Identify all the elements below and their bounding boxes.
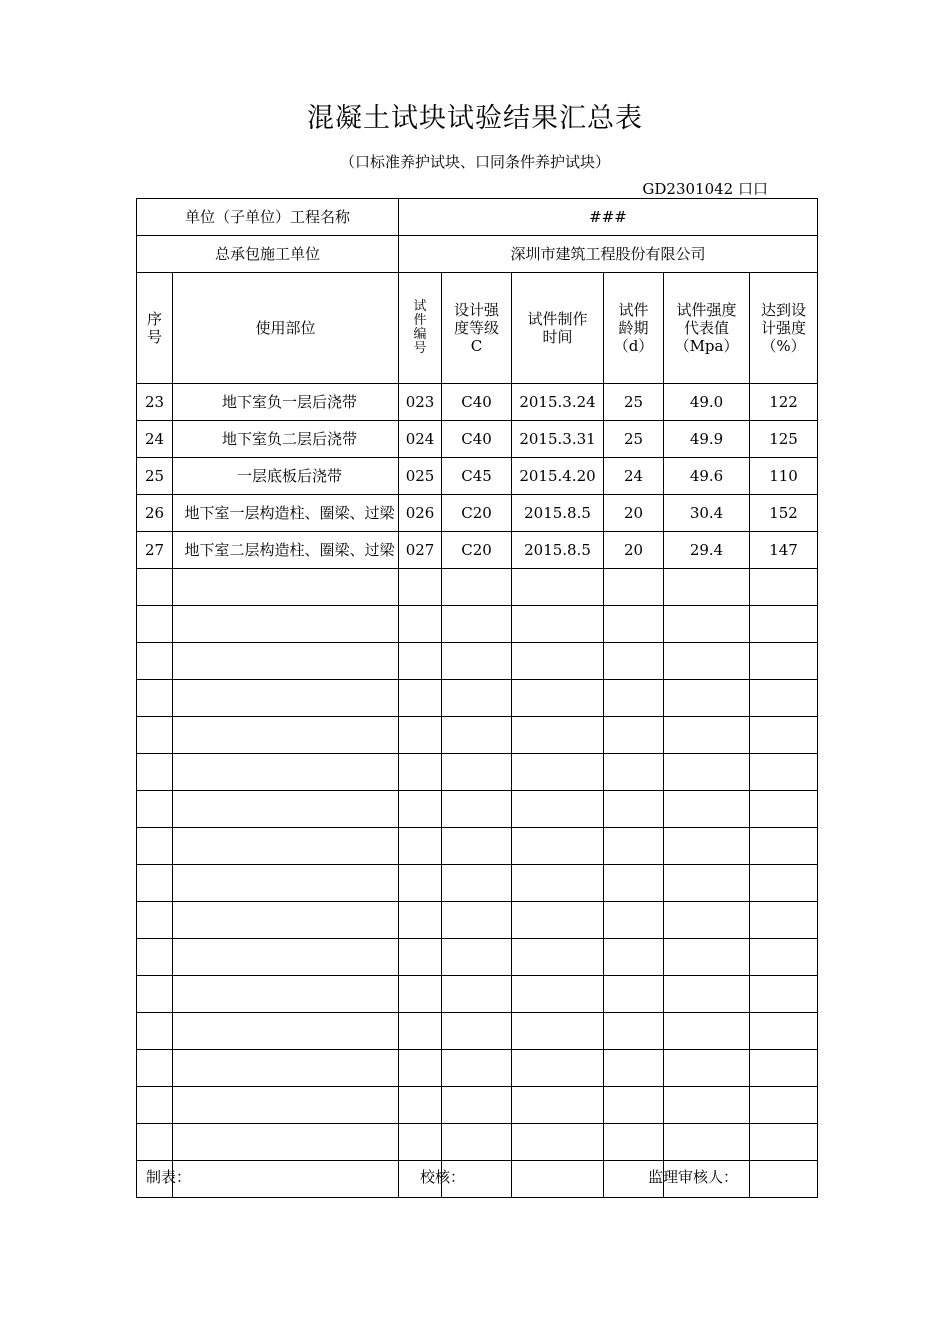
empty-table-row: [137, 791, 818, 828]
empty-cell-strength: [664, 643, 750, 680]
empty-cell-part: [173, 939, 399, 976]
empty-cell-seq: [137, 939, 173, 976]
empty-cell-date: [512, 754, 604, 791]
table-row: [137, 384, 818, 421]
cell-date: 2015.3.31: [512, 421, 604, 458]
cell-grade: C20: [442, 495, 512, 532]
empty-table-row: [137, 976, 818, 1013]
empty-cell-ratio: [750, 976, 818, 1013]
empty-cell-age: [604, 1013, 664, 1050]
empty-cell-seq: [137, 754, 173, 791]
empty-cell-grade: [442, 717, 512, 754]
empty-cell-grade: [442, 680, 512, 717]
header-part: 使用部位: [173, 273, 399, 384]
empty-table-row: [137, 717, 818, 754]
empty-cell-ratio: [750, 1124, 818, 1161]
cell-grade: C40: [442, 384, 512, 421]
empty-cell-part: [173, 754, 399, 791]
empty-cell-date: [512, 717, 604, 754]
empty-cell-part: [173, 643, 399, 680]
empty-cell-ratio: [750, 680, 818, 717]
empty-cell-strength: [664, 976, 750, 1013]
empty-cell-part: [173, 680, 399, 717]
empty-cell-ratio: [750, 1087, 818, 1124]
empty-cell-part: [173, 865, 399, 902]
empty-cell-part: [173, 902, 399, 939]
empty-table-row: [137, 569, 818, 606]
empty-cell-date: [512, 680, 604, 717]
cell-grade: C20: [442, 532, 512, 569]
empty-table-row: [137, 606, 818, 643]
cell-age: 25: [604, 384, 664, 421]
empty-cell-strength: [664, 1013, 750, 1050]
empty-cell-strength: [664, 902, 750, 939]
column-header-row: [137, 273, 818, 384]
cell-strength: 49.0: [664, 384, 750, 421]
empty-cell-no: [399, 643, 442, 680]
empty-cell-seq: [137, 1124, 173, 1161]
empty-cell-seq: [137, 643, 173, 680]
empty-cell-strength: [664, 939, 750, 976]
empty-cell-part: [173, 717, 399, 754]
table-row: [137, 495, 818, 532]
empty-cell-part: [173, 1087, 399, 1124]
empty-cell-grade: [442, 1013, 512, 1050]
cell-seq: 26: [137, 495, 173, 532]
empty-cell-grade: [442, 1050, 512, 1087]
empty-table-row: [137, 939, 818, 976]
cell-seq: 23: [137, 384, 173, 421]
empty-cell-part: [173, 606, 399, 643]
empty-table-row: [137, 680, 818, 717]
empty-cell-seq: [137, 717, 173, 754]
cell-strength: 30.4: [664, 495, 750, 532]
empty-cell-date: [512, 643, 604, 680]
cell-seq: 24: [137, 421, 173, 458]
cell-age: 20: [604, 532, 664, 569]
empty-cell-part: [173, 828, 399, 865]
empty-cell-seq: [137, 902, 173, 939]
empty-cell-part: [173, 791, 399, 828]
cell-strength: 49.9: [664, 421, 750, 458]
empty-cell-ratio: [750, 902, 818, 939]
empty-cell-grade: [442, 1087, 512, 1124]
empty-table-row: [137, 902, 818, 939]
cell-age: 25: [604, 421, 664, 458]
cell-ratio: 122: [750, 384, 818, 421]
empty-cell-grade: [442, 828, 512, 865]
empty-cell-strength: [664, 791, 750, 828]
empty-cell-grade: [442, 754, 512, 791]
cell-part: 地下室二层构造柱、圈梁、过梁: [173, 532, 399, 569]
empty-cell-age: [604, 976, 664, 1013]
empty-cell-strength: [664, 828, 750, 865]
empty-table-row: [137, 1087, 818, 1124]
empty-cell-seq: [137, 569, 173, 606]
empty-cell-no: [399, 569, 442, 606]
empty-cell-no: [399, 976, 442, 1013]
empty-cell-seq: [137, 865, 173, 902]
document-code: GD2301042 口口: [642, 180, 768, 198]
empty-table-row: [137, 643, 818, 680]
page-title: 混凝土试块试验结果汇总表: [307, 103, 643, 134]
empty-cell-seq: [137, 1013, 173, 1050]
empty-cell-age: [604, 902, 664, 939]
cell-seq: 25: [137, 458, 173, 495]
supervisor-label: 监理审核人：: [648, 1168, 739, 1186]
empty-cell-ratio: [750, 717, 818, 754]
cell-part: 地下室一层构造柱、圈梁、过梁: [173, 495, 399, 532]
table-row: [137, 532, 818, 569]
empty-cell-grade: [442, 976, 512, 1013]
empty-cell-no: [399, 1013, 442, 1050]
empty-cell-age: [604, 717, 664, 754]
cell-part: 地下室负一层后浇带: [173, 384, 399, 421]
cell-date: 2015.8.5: [512, 532, 604, 569]
cell-part: 一层底板后浇带: [173, 458, 399, 495]
empty-cell-age: [604, 754, 664, 791]
cell-no: 023: [399, 384, 442, 421]
project-label: 单位（子单位）工程名称: [137, 199, 399, 236]
empty-cell-part: [173, 1050, 399, 1087]
empty-cell-grade: [442, 1124, 512, 1161]
empty-cell-date: [512, 828, 604, 865]
empty-cell-grade: [442, 569, 512, 606]
empty-cell-ratio: [750, 606, 818, 643]
empty-cell-age: [604, 1124, 664, 1161]
empty-cell-grade: [442, 791, 512, 828]
empty-cell-grade: [442, 606, 512, 643]
empty-table-row: [137, 1050, 818, 1087]
empty-cell-part: [173, 976, 399, 1013]
empty-cell-age: [604, 828, 664, 865]
header-seq: 序 号: [137, 273, 173, 384]
cell-grade: C45: [442, 458, 512, 495]
empty-cell-ratio: [750, 828, 818, 865]
empty-cell-no: [399, 606, 442, 643]
empty-cell-strength: [664, 606, 750, 643]
cell-no: 027: [399, 532, 442, 569]
empty-cell-date: [512, 1087, 604, 1124]
table-row: [137, 458, 818, 495]
empty-cell-no: [399, 791, 442, 828]
cell-age: 24: [604, 458, 664, 495]
results-table: [136, 198, 818, 1198]
empty-cell-age: [604, 643, 664, 680]
empty-cell-ratio: [750, 1161, 818, 1198]
empty-table-row: [137, 1124, 818, 1161]
cell-no: 024: [399, 421, 442, 458]
header-strength: 试件强度 代表值 （Mpa）: [664, 273, 750, 384]
empty-cell-seq: [137, 1087, 173, 1124]
empty-table-row: [137, 828, 818, 865]
empty-cell-date: [512, 1161, 604, 1198]
empty-cell-age: [604, 865, 664, 902]
cell-ratio: 125: [750, 421, 818, 458]
project-row: [137, 199, 818, 236]
contractor-label: 总承包施工单位: [137, 236, 399, 273]
empty-cell-strength: [664, 717, 750, 754]
empty-cell-date: [512, 791, 604, 828]
cell-grade: C40: [442, 421, 512, 458]
cell-no: 025: [399, 458, 442, 495]
cell-ratio: 152: [750, 495, 818, 532]
empty-cell-grade: [442, 939, 512, 976]
empty-cell-date: [512, 1050, 604, 1087]
empty-cell-ratio: [750, 1013, 818, 1050]
cell-strength: 29.4: [664, 532, 750, 569]
empty-cell-strength: [664, 754, 750, 791]
empty-cell-ratio: [750, 643, 818, 680]
contractor-value: 深圳市建筑工程股份有限公司: [399, 236, 818, 273]
empty-cell-ratio: [750, 1050, 818, 1087]
empty-cell-no: [399, 754, 442, 791]
empty-cell-no: [399, 939, 442, 976]
empty-cell-no: [399, 828, 442, 865]
empty-cell-date: [512, 902, 604, 939]
checked-by-label: 校核：: [420, 1168, 466, 1186]
empty-cell-date: [512, 865, 604, 902]
empty-cell-seq: [137, 680, 173, 717]
empty-cell-no: [399, 1050, 442, 1087]
empty-cell-date: [512, 1124, 604, 1161]
empty-cell-date: [512, 939, 604, 976]
empty-cell-ratio: [750, 939, 818, 976]
empty-cell-no: [399, 680, 442, 717]
header-specimen-no: 试 件 编 号: [399, 273, 442, 384]
cell-strength: 49.6: [664, 458, 750, 495]
empty-cell-age: [604, 939, 664, 976]
empty-cell-ratio: [750, 754, 818, 791]
empty-cell-part: [173, 1161, 399, 1198]
empty-cell-age: [604, 569, 664, 606]
header-grade: 设计强 度等级 C: [442, 273, 512, 384]
cell-ratio: 147: [750, 532, 818, 569]
empty-cell-seq: [137, 1050, 173, 1087]
cell-ratio: 110: [750, 458, 818, 495]
empty-cell-ratio: [750, 569, 818, 606]
empty-cell-age: [604, 791, 664, 828]
cell-date: 2015.4.20: [512, 458, 604, 495]
empty-cell-no: [399, 902, 442, 939]
empty-table-row: [137, 754, 818, 791]
cell-part: 地下室负二层后浇带: [173, 421, 399, 458]
empty-cell-ratio: [750, 791, 818, 828]
empty-cell-date: [512, 976, 604, 1013]
header-made-date: 试件制作 时间: [512, 273, 604, 384]
empty-cell-age: [604, 1087, 664, 1124]
empty-cell-age: [604, 1050, 664, 1087]
empty-cell-strength: [664, 1050, 750, 1087]
cell-no: 026: [399, 495, 442, 532]
header-ratio: 达到设 计强度 （%）: [750, 273, 818, 384]
empty-table-row: [137, 1013, 818, 1050]
empty-cell-strength: [664, 569, 750, 606]
empty-cell-grade: [442, 902, 512, 939]
empty-cell-date: [512, 569, 604, 606]
empty-cell-part: [173, 1013, 399, 1050]
empty-cell-strength: [664, 680, 750, 717]
empty-cell-no: [399, 717, 442, 754]
empty-cell-strength: [664, 1087, 750, 1124]
project-value: ###: [399, 199, 818, 236]
empty-cell-seq: [137, 976, 173, 1013]
cell-seq: 27: [137, 532, 173, 569]
empty-cell-no: [399, 1124, 442, 1161]
empty-cell-strength: [664, 1124, 750, 1161]
cell-date: 2015.3.24: [512, 384, 604, 421]
empty-cell-grade: [442, 643, 512, 680]
contractor-row: [137, 236, 818, 273]
empty-cell-part: [173, 569, 399, 606]
table-row: [137, 421, 818, 458]
empty-cell-strength: [664, 865, 750, 902]
empty-cell-date: [512, 1013, 604, 1050]
empty-cell-grade: [442, 865, 512, 902]
empty-table-row: [137, 865, 818, 902]
cell-age: 20: [604, 495, 664, 532]
prepared-by-label: 制表：: [146, 1168, 192, 1186]
empty-cell-seq: [137, 606, 173, 643]
cell-date: 2015.8.5: [512, 495, 604, 532]
empty-cell-ratio: [750, 865, 818, 902]
header-age: 试件 龄期 （d）: [604, 273, 664, 384]
empty-cell-no: [399, 865, 442, 902]
empty-cell-date: [512, 606, 604, 643]
empty-cell-seq: [137, 791, 173, 828]
empty-cell-age: [604, 606, 664, 643]
empty-cell-no: [399, 1087, 442, 1124]
empty-cell-seq: [137, 828, 173, 865]
page-subtitle: （口标准养护试块、口同条件养护试块）: [339, 153, 610, 171]
empty-cell-age: [604, 680, 664, 717]
empty-cell-part: [173, 1124, 399, 1161]
